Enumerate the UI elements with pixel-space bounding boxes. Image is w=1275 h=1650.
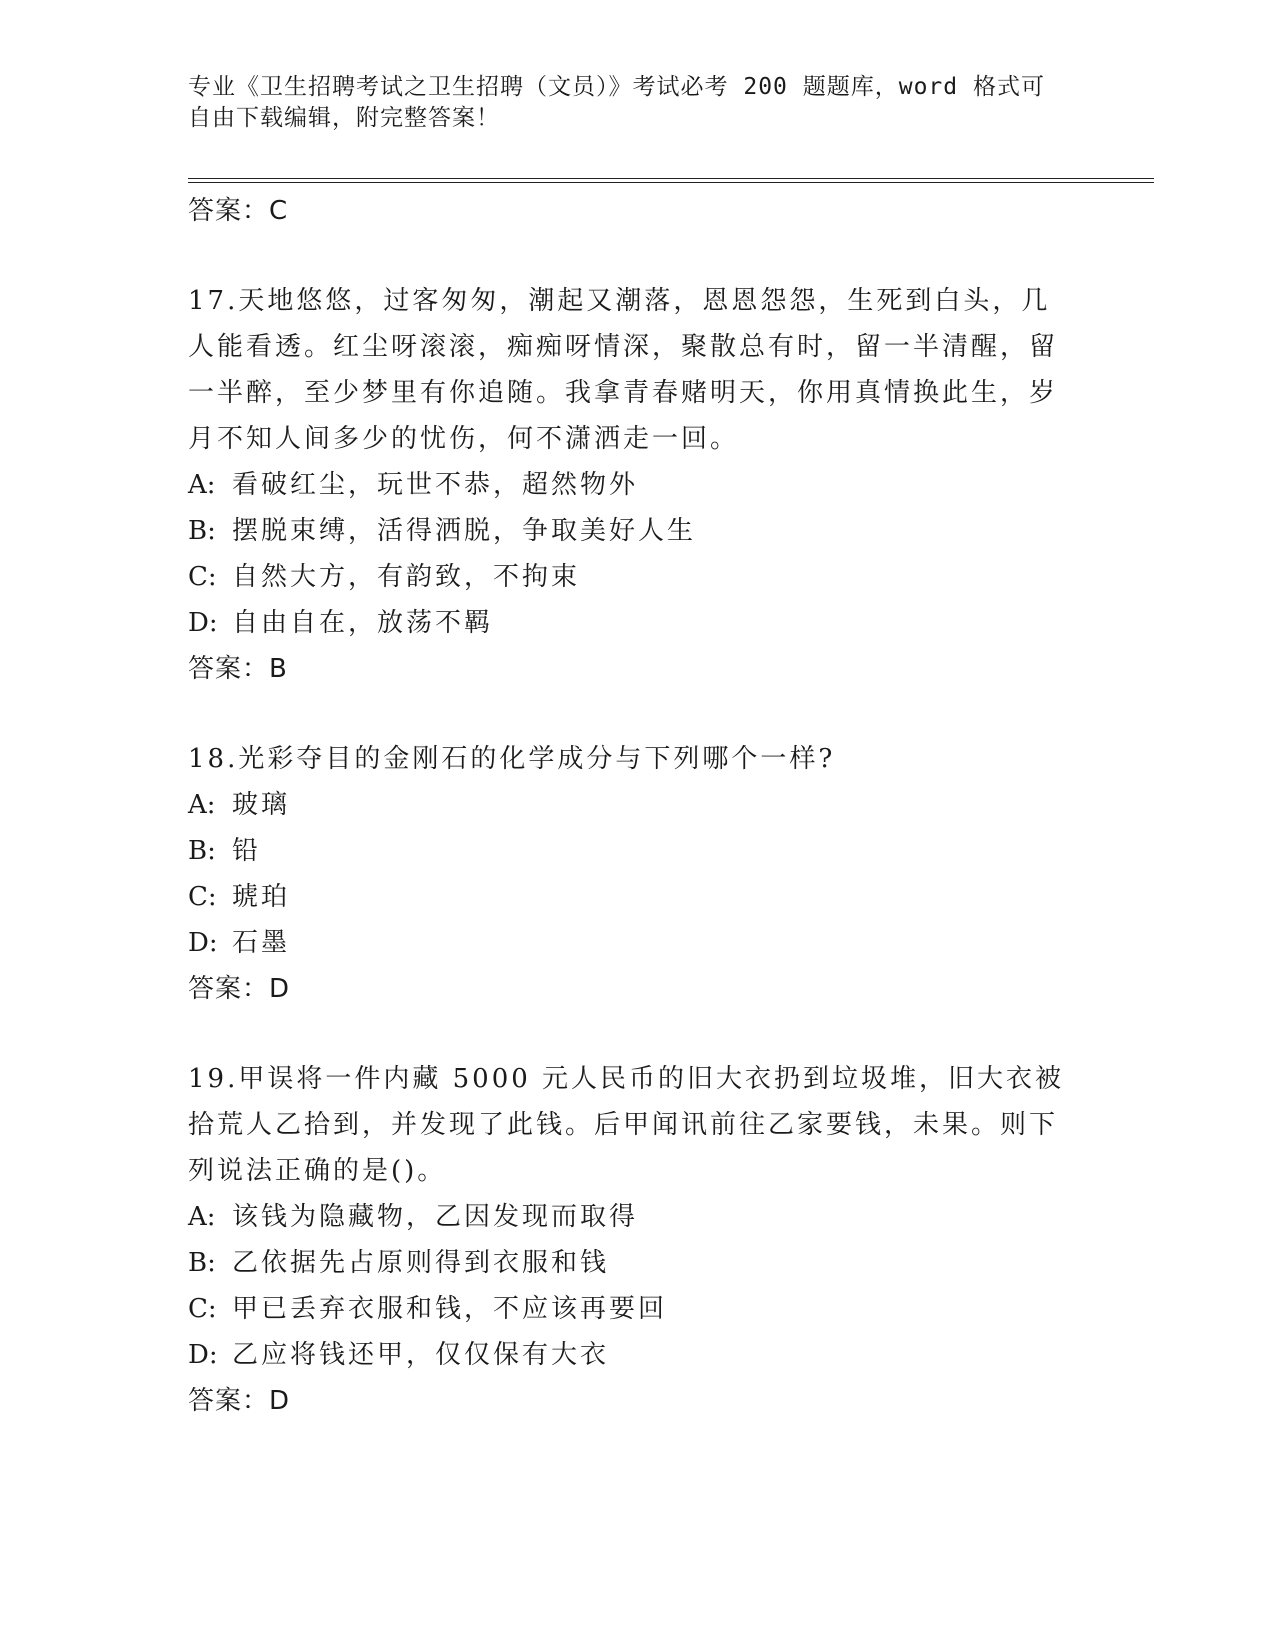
option-text: 琥珀	[232, 882, 291, 912]
option-d	[188, 1332, 1068, 1378]
question-text: 17.天地悠悠，过客匆匆，潮起又潮落，恩恩怨怨，生死到白头，几人能看透。红尘呀滚滚，痴痴呀情深，聚散总有时，留一半清醒，留一半醉，至少梦里有你追随。我拿青春赌明天，你用真情换此生，岁月不知人间多少的忧伤，何不潇洒走一回。	[188, 286, 1059, 454]
option-c	[188, 874, 1068, 920]
option-text: 该钱为隐藏物，乙因发现而取得	[232, 1202, 639, 1232]
option-letter: B:	[188, 1248, 216, 1278]
option-letter: A:	[188, 1202, 216, 1232]
option-b	[188, 1240, 1068, 1286]
option-letter: C:	[188, 882, 217, 912]
option-letter: C:	[188, 562, 217, 592]
option-c	[188, 1286, 1068, 1332]
question-text: 18.光彩夺目的金刚石的化学成分与下列哪个一样?	[188, 744, 836, 774]
option-text: 石墨	[232, 928, 291, 958]
option-d	[188, 600, 1068, 646]
option-text: 乙应将钱还甲，仅仅保有大衣	[232, 1340, 610, 1370]
header-divider-top	[188, 178, 1154, 179]
question-19	[188, 1056, 1068, 1424]
option-text: 自由自在，放荡不羁	[232, 608, 494, 638]
question-text: 19.甲误将一件内藏 5000 元人民币的旧大衣扔到垃圾堆，旧大衣被拾荒人乙拾到，并发现了此钱。后甲闻讯前往乙家要钱，未果。则下列说法正确的是()。	[188, 1064, 1065, 1186]
option-text: 自然大方，有韵致，不拘束	[232, 562, 581, 592]
option-letter: A:	[188, 470, 216, 500]
question-17	[188, 278, 1068, 692]
option-letter: D:	[188, 1340, 218, 1370]
option-text: 铅	[232, 836, 262, 866]
option-letter: C:	[188, 1294, 217, 1324]
option-d	[188, 920, 1068, 966]
option-letter: A:	[188, 790, 216, 820]
option-b	[188, 508, 1068, 554]
option-letter: B:	[188, 516, 216, 546]
option-letter: D:	[188, 928, 218, 958]
option-text: 玻璃	[232, 790, 291, 820]
option-letter: D:	[188, 608, 218, 638]
answer-line: 答案：D	[188, 1386, 291, 1416]
answer-line: 答案：C	[188, 196, 289, 226]
option-a	[188, 782, 1068, 828]
answer-line: 答案：B	[188, 654, 288, 684]
option-c	[188, 554, 1068, 600]
question-18	[188, 736, 1068, 1012]
option-text: 甲已丢弃衣服和钱，不应该再要回	[232, 1294, 668, 1324]
option-a	[188, 462, 1068, 508]
option-text: 看破红尘，玩世不恭，超然物外	[232, 470, 639, 500]
option-letter: B:	[188, 836, 216, 866]
document-body	[188, 188, 1068, 1424]
option-b	[188, 828, 1068, 874]
option-a	[188, 1194, 1068, 1240]
answer-line: 答案：D	[188, 974, 291, 1004]
header-divider-bottom	[188, 182, 1154, 183]
option-text: 乙依据先占原则得到衣服和钱	[232, 1248, 610, 1278]
option-text: 摆脱束缚，活得洒脱，争取美好人生	[232, 516, 697, 546]
page-header: 专业《卫生招聘考试之卫生招聘（文员）》考试必考 200 题题库，word 格式可自由下载编辑，附完整答案！	[188, 74, 1045, 131]
